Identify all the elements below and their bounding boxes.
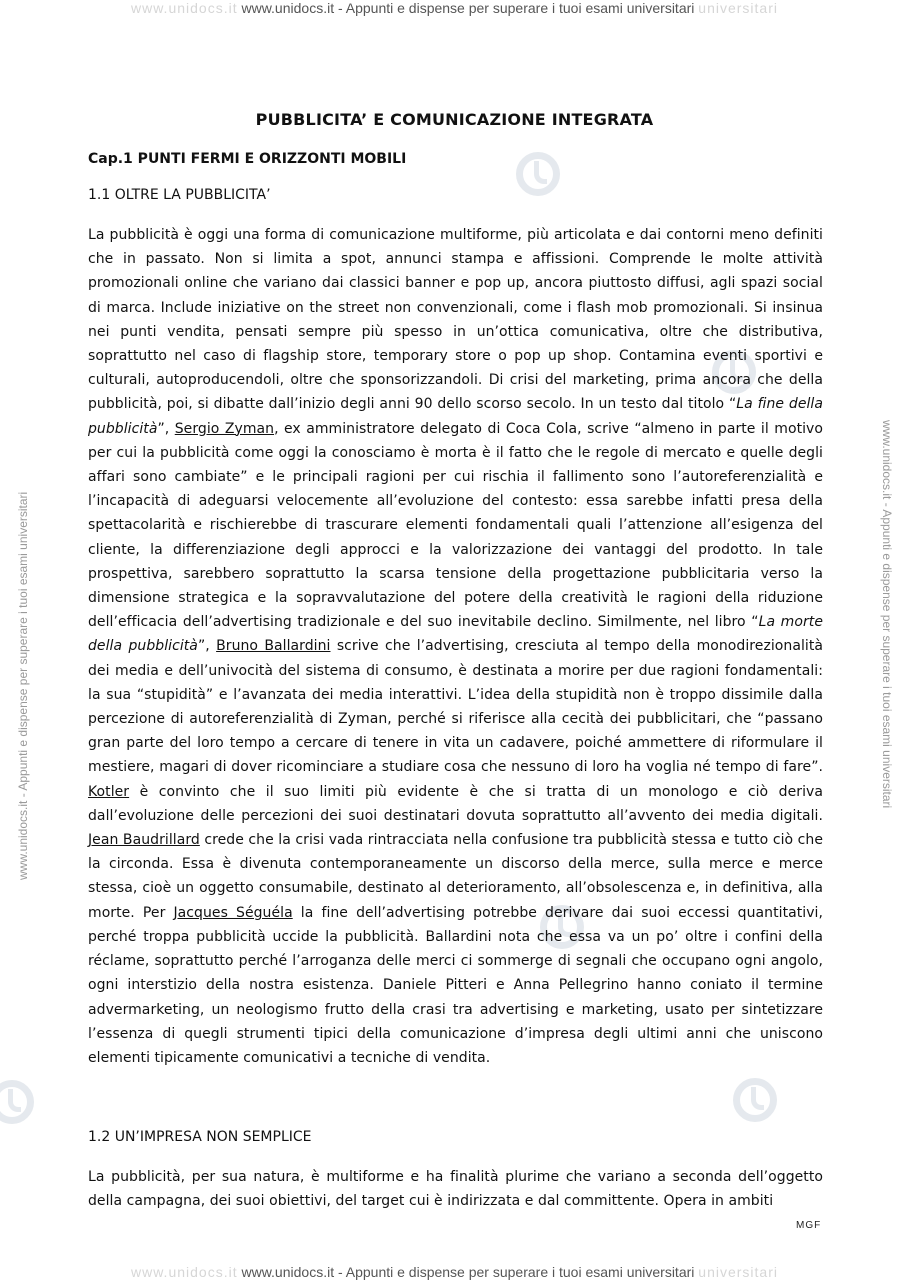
banner-ghost-left: www.unidocs.it <box>131 1264 238 1280</box>
body-paragraph-1 <box>88 223 823 1070</box>
side-watermark-left: www.unidocs.it - Appunti e dispense per superare i tuoi esami universitari <box>16 491 30 880</box>
section-heading-1-1: 1.1 OLTRE LA PUBBLICITA’ <box>88 187 271 203</box>
document-title: PUBBLICITA’ E COMUNICAZIONE INTEGRATA <box>255 110 654 129</box>
paragraph-text: crede che la crisi vada rintracciata nella confusione tra pubblicità stessa e tutto ciò che la circonda. Essa è divenuta contemporaneamente un discorso della merce, sulla merce e merce stessa, cioè un oggetto consumabile, destinato al deterioramento, all’obsolescenza e, in definitiva, alla morte. Per <box>88 832 823 921</box>
paragraph-text: ”, <box>157 420 175 437</box>
author-name: Jean Baudrillard <box>88 832 200 849</box>
watermark-logo-icon <box>0 1080 34 1124</box>
page-footer: MGF <box>796 1220 822 1231</box>
author-name: Kotler <box>88 783 130 800</box>
banner-ghost-right: universitari <box>698 1264 778 1280</box>
book-title: La morte della pubblicità <box>88 614 823 655</box>
banner-ghost-left: www.unidocs.it <box>131 0 238 16</box>
paragraph-text: ”, <box>197 638 217 655</box>
watermark-logo-icon <box>733 1078 777 1122</box>
banner-text[interactable]: www.unidocs.it - Appunti e dispense per superare i tuoi esami universitari <box>241 0 695 16</box>
chapter-heading: Cap.1 PUNTI FERMI E ORIZZONTI MOBILI <box>88 151 407 167</box>
banner-text[interactable]: www.unidocs.it - Appunti e dispense per superare i tuoi esami universitari <box>241 1264 695 1280</box>
section-heading-1-2: 1.2 UN’IMPRESA NON SEMPLICE <box>88 1129 312 1145</box>
author-name: Sergio Zyman <box>174 420 275 437</box>
footer-banner[interactable] <box>0 1264 909 1280</box>
side-watermark-right: www.unidocs.it - Appunti e dispense per superare i tuoi esami universitari <box>880 420 894 809</box>
paragraph-text: la fine dell’advertising potrebbe derivare dai suoi eccessi quantitativi, perché troppa pubblicità uccide la pubblicità. Ballardini nota che essa va un po’ oltre i confini della réclame, soprattutto perché l’arroganza delle merci ci sommerge di segnali che occupano ogni angolo, ogni interstizio della nostra esistenza. Daniele Pitteri e Anna Pellegrino hanno coniato il termine advermarketing, un neologismo frutto della crasi tra advertising e marketing, usato per sintetizzare l’essenza di quegli strumenti tipici della comunicazione d’impresa degli ultimi anni che uniscono elementi tipicamente comunicativi a tecniche di vendita. <box>88 904 823 1066</box>
paragraph-text: La pubblicità è oggi una forma di comunicazione multiforme, più articolata e dai contorni meno definiti che in passato. Non si limita a spot, annunci stampa e affissioni. Comprende le molte attività promozionali online che variano dai classici banner e pop up, ancora piuttosto diffusi, agli spazi social di marca. Include iniziative on the street non convenzionali, come i flash mob promozionali. Si insinua nei punti vendita, pensati sempre più spesso in un’ottica comunicativa, oltre che distributiva, soprattutto nel caso di flagship store, temporary store o pop up shop. Contamina eventi sportivi e culturali, autoproducendoli, oltre che sponsorizzandoli. Di crisi del marketing, prima ancora che della pubblicità, poi, si dibatte dall’inizio degli anni 90 dello scorso secolo. In un testo dal titolo “ <box>88 227 823 413</box>
book-title: La fine della pubblicità <box>88 396 823 437</box>
banner-ghost-right: universitari <box>698 0 778 16</box>
paragraph-text: , ex amministratore delegato di Coca Cola, scrive “almeno in parte il motivo per cui la pubblicità come oggi la conosciamo è morta è il fatto che le regole di mercato e quelle degli affari sono cambiate” e le principali ragioni per cui rischia il fallimento sono l’autoreferenzialità e l’incapacità di adeguarsi velocemente all’evoluzione del contesto: essa sarebbe infatti presa della spettacolarità e rischierebbe di trascurare elementi fondamentali quali l’attenzione all’esigenza del cliente, la differenziazione degli approcci e la valorizzazione dei vantaggi del prodotto. In tale prospettiva, sarebbero soprattutto la scarsa tensione della progettazione pubblicitaria verso la dimensione strategica e la sopravvalutazione del potere della creatività le ragioni della riduzione dell’efficacia dell’advertising tradizionale e del suo inevitabile declino. Similmente, nel libro “ <box>88 420 823 631</box>
header-banner[interactable] <box>0 0 909 16</box>
paragraph-text: scrive che l’advertising, cresciuta al tempo della monodirezionalità dei media e dell’univocità del sistema di consumo, è destinata a morire per due ragioni fondamentali: la sua “stupidità” e l’avanzata dei media interattivi. L’idea della stupidità non è troppo dissimile dalla percezione di autoreferenzialità di Zyman, perché si riferisce alla cecità dei pubblicitari, che “passano gran parte del loro tempo a cercare di tenere in vita un cadavere, poiché ammettere di riformulare il mestiere, magari di dover ricominciare a studiare cosa che nessuno di loro ha voglia né tempo di fare”. <box>88 638 824 776</box>
paragraph-text: è convinto che il suo limiti più evidente è che si tratta di un monologo e ciò deriva dall’evoluzione delle percezioni dei suoi destinatari dovuta soprattutto all’avvento dei media digitali. <box>88 783 823 824</box>
body-paragraph-2: La pubblicità, per sua natura, è multiforme e ha finalità plurime che variano a seconda dell’oggetto della campagna, dei suoi obiettivi, del target cui è indirizzata e dal committente. Opera in ambiti <box>88 1169 823 1210</box>
author-name: Bruno Ballardini <box>216 638 331 655</box>
author-name: Jacques Séguéla <box>173 904 293 921</box>
